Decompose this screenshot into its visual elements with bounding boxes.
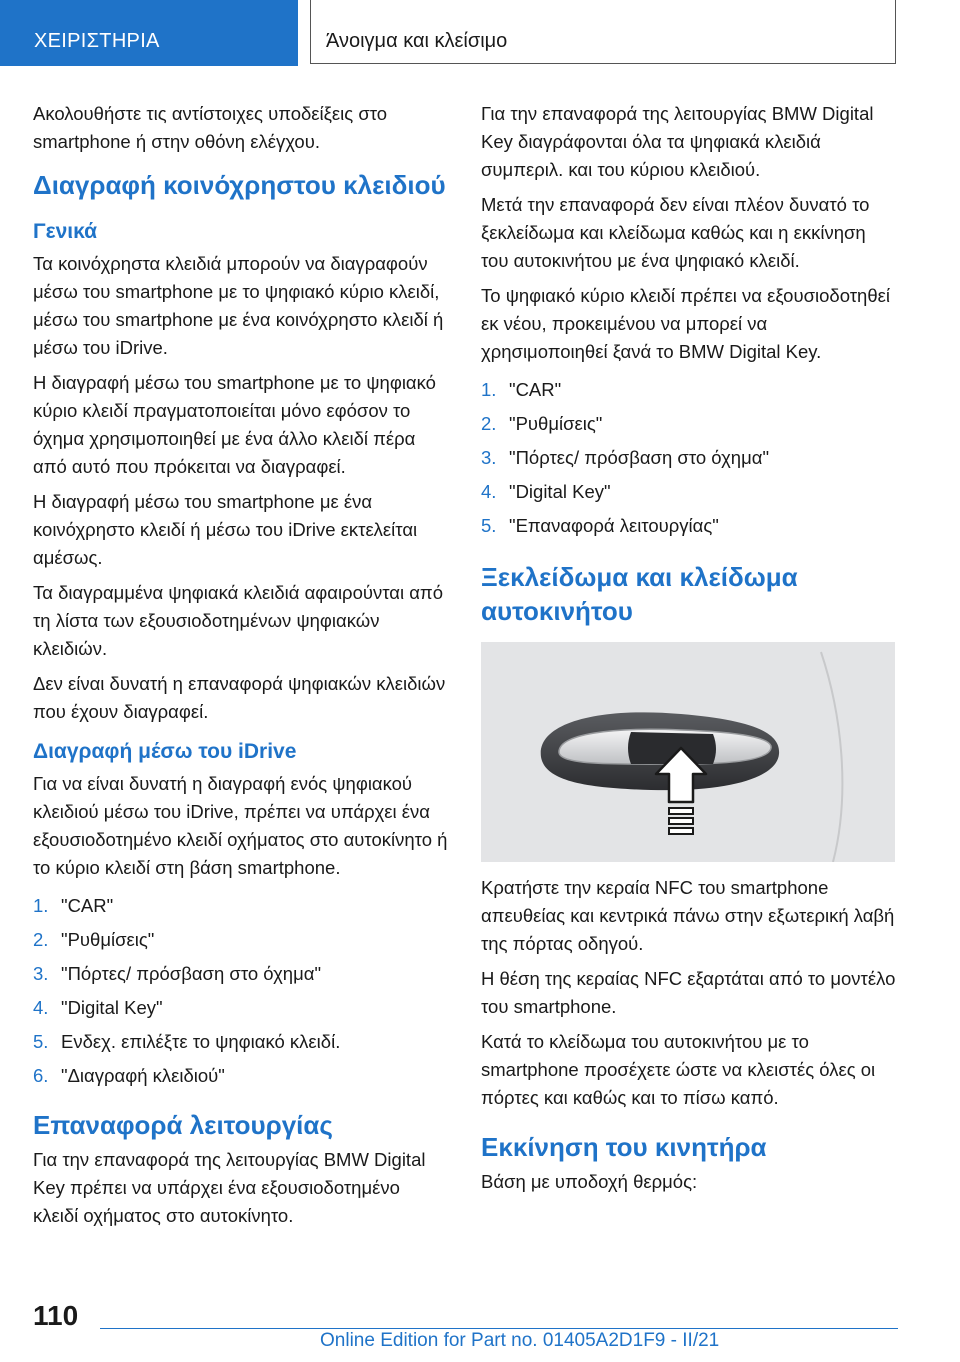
paragraph: Κρατήστε την κεραία NFC του smartphone απευθείας και κεντρικά πάνω στην εξωτερική λαβή της πόρτας οδηγού. [481,877,895,954]
heading-unlock-lock: Ξεκλείδωμα και κλείδωμα αυτοκινήτου [481,562,798,626]
list-item [481,410,897,438]
page-number: 110 [33,1300,79,1331]
paragraph: Η διαγραφή μέσω του smartphone με ένα κοινόχρηστο κλειδί ή μέσω του iDrive εκτελείται αμέσως. [33,491,418,568]
step-text: "Digital Key" [509,481,611,502]
paragraph: Τα κοινόχρηστα κλειδιά μπορούν να διαγραφούν μέσω του smartphone με το ψηφιακό κύριο κλειδί, μέσω του smartphone με ένα κοινόχρηστο κλειδί ή μέσω του iDrive. [33,253,444,358]
step-text: "Ρυθμίσεις" [61,929,155,950]
step-text: "CAR" [61,895,114,916]
heading-engine-start: Εκκίνηση του κινητήρα [481,1132,767,1162]
step-number: 6. [33,1065,49,1086]
list-item [33,1028,449,1056]
heading-delete-shared-key: Διαγραφή κοινόχρηστου κλειδιού [33,170,446,200]
step-number: 3. [33,963,49,984]
edition-note: Online Edition for Part no. 01405A2D1F9 - II/21 [320,1330,720,1351]
list-item [33,960,449,988]
paragraph: Βάση με υποδοχή θερμός: [481,1171,698,1192]
section-label: ΧΕΙΡΙΣΤΗΡΙΑ [34,30,160,52]
paragraph: Μετά την επαναφορά δεν είναι πλέον δυνατό το ξεκλείδωμα και κλείδωμα καθώς και η εκκίνηση του αυτοκινήτου με ένα ψηφιακό κλειδί. [481,194,870,271]
step-number: 5. [33,1031,49,1052]
heading-delete-via-idrive: Διαγραφή μέσω του iDrive [33,740,297,763]
list-item [33,926,449,954]
chapter-title: Άνοιγμα και κλείσιμο [326,30,508,52]
step-text: "Επαναφορά λειτουργίας" [509,515,719,536]
paragraph: Η διαγραφή μέσω του smartphone με το ψηφιακό κύριο κλειδί πραγματοποιείται μόνο εφόσον το όχημα χρησιμοποιηθεί με ένα άλλο κλειδί πέρα από αυτό που πρόκειται να διαγραφεί. [33,372,436,477]
step-text: "Ρυθμίσεις" [509,413,603,434]
paragraph: Για την επαναφορά της λειτουργίας BMW Digital Key πρέπει να υπάρχει ένα εξουσιοδοτημένο κλειδί οχήματος στο αυτοκίνητο. [33,1149,426,1226]
step-number: 4. [481,481,497,502]
list-item [481,444,897,472]
list-item [33,1062,449,1090]
paragraph: Το ψηφιακό κύριο κλειδί πρέπει να εξουσιοδοτηθεί εκ νέου, προκειμένου να μπορεί να χρησιμοποιηθεί ξανά το BMW Digital Key. [481,285,890,362]
paragraph: Η θέση της κεραίας NFC εξαρτάται από το μοντέλο του smartphone. [481,968,896,1017]
step-text: "Πόρτες/ πρόσβαση στο όχημα" [509,447,770,468]
list-item [33,892,449,920]
step-text: Ενδεχ. επιλέξτε το ψηφιακό κλειδί. [61,1031,341,1052]
section-tab [0,0,298,66]
step-list [481,376,897,540]
step-text: "Πόρτες/ πρόσβαση στο όχημα" [61,963,322,984]
step-number: 3. [481,447,497,468]
step-list [33,892,449,1090]
step-number: 5. [481,515,497,536]
left-column [33,100,449,1237]
list-item [481,376,897,404]
door-handle-drawing [481,642,895,862]
step-text: "CAR" [509,379,562,400]
step-text: "Digital Key" [61,997,163,1018]
heading-reset-function: Επαναφορά λειτουργίας [33,1110,333,1140]
step-text: "Διαγραφή κλειδιού" [61,1065,225,1086]
list-item [481,478,897,506]
step-number: 4. [33,997,49,1018]
paragraph: Για να είναι δυνατή η διαγραφή ενός ψηφιακού κλειδιού μέσω του iDrive, πρέπει να υπάρχει ένα εξουσιοδοτημένο κλειδί οχήματος στο αυτοκίνητο ή το κύριο κλειδί στη βάση smartphone. [33,773,448,878]
footer-divider [100,1328,898,1329]
door-handle-illustration [481,642,895,862]
list-item [481,512,897,540]
step-number: 2. [33,929,49,950]
page-header [0,0,960,66]
paragraph: Κατά το κλείδωμα του αυτοκινήτου με το smartphone προσέχετε ώστε να κλειστές όλες οι πόρτες και καθώς και το πίσω καπό. [481,1031,876,1108]
list-item [33,994,449,1022]
step-number: 1. [33,895,49,916]
paragraph: Τα διαγραμμένα ψηφιακά κλειδιά αφαιρούνται από τη λίστα των εξουσιοδοτημένων ψηφιακών κλειδιών. [33,582,443,659]
right-column [481,100,897,1203]
paragraph: Για την επαναφορά της λειτουργίας BMW Digital Key διαγράφονται όλα τα ψηφιακά κλειδιά συμπεριλ. και του κύριου κλειδιού. [481,103,874,180]
heading-general: Γενικά [33,220,98,243]
intro-paragraph: Ακολουθήστε τις αντίστοιχες υποδείξεις στο smartphone ή στην οθόνη ελέγχου. [33,103,388,152]
step-number: 1. [481,379,497,400]
step-number: 2. [481,413,497,434]
paragraph: Δεν είναι δυνατή η επαναφορά ψηφιακών κλειδιών που έχουν διαγραφεί. [33,673,446,722]
